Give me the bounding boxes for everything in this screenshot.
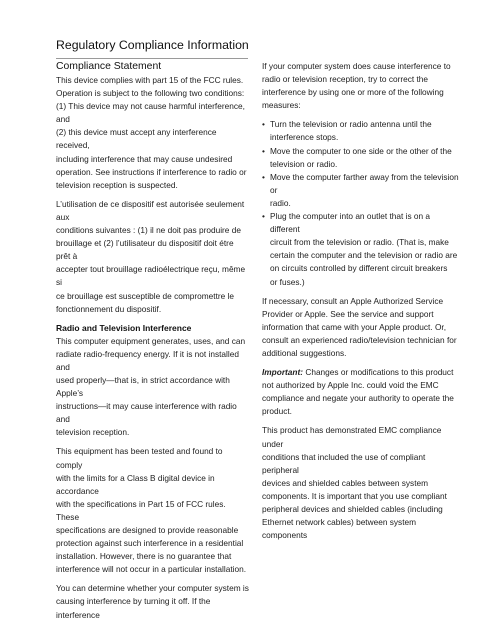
radio-paragraph-3: You can determine whether your computer system is causing interference by turning it off. If the interference bbox=[56, 583, 249, 620]
title-divider bbox=[56, 58, 248, 59]
measure-item: • Move the computer to one side or the other of the television or radio. bbox=[262, 145, 462, 171]
compliance-paragraph-fr: L’utilisation de ce dispositif est autorisée seulement aux conditions suivantes : (1) il ne doit pas produire de brouillage et (2) l’utilisateur du dispositif doit étre prêt à accepter tout brouillage radioélectrique reçu, même si ce brouillage est susceptible de compromettre le fonctionnement du dispositif. bbox=[56, 198, 246, 314]
left-column bbox=[56, 60, 250, 622]
page-title: Regulatory Compliance Information bbox=[56, 38, 249, 52]
important-paragraph bbox=[262, 366, 462, 418]
measures-list bbox=[262, 118, 462, 288]
radio-paragraph-1: This computer equipment generates, uses, and can radiate radio-frequency energy. If it is not installed and used properly—that is, in strict accordance with Apple’s instructions—it may cause interference with radio and television reception. bbox=[56, 335, 246, 438]
radio-paragraph-2: This equipment has been tested and found to comply with the limits for a Class B digital device in accordance with the specifications in Part 15 of FCC rules. These specifications are designed to provide reasonable protection against such interference in a residential installation. However, there is no guarantee that interference will not occur in a particular installation. bbox=[56, 446, 246, 575]
consult-paragraph: If necessary, consult an Apple Authorized Service Provider or Apple. See the service and support information that came with your Apple product. Or, consult an experienced radio/television technician for additional suggestions. bbox=[262, 295, 457, 358]
measure-item: • Turn the television or radio antenna until the interference stops. bbox=[262, 118, 462, 144]
right-paragraph-1: If your computer system does cause interference to radio or television reception, try to correct the interference by using one or more of the following measures: bbox=[262, 61, 451, 111]
compliance-paragraph-en: This device complies with part 15 of the FCC rules. Operation is subject to the following two conditions: (1) This device may not cause harmful interference, and (2) this device must accept any interference received, including interference that may cause undesired operation. See instructions if interference to radio or television reception is suspected. bbox=[56, 75, 247, 190]
important-label: Important: bbox=[262, 367, 304, 378]
radio-tv-heading: Radio and Television Interference bbox=[56, 322, 192, 333]
important-text: Changes or modifications to this product not authorized by Apple Inc. could void the EMC compliance and negate your authority to operate the product. bbox=[262, 367, 454, 417]
measure-item: • Plug the computer into an outlet that is on a different circuit from the television or radio. (That is, make certain the computer and the television or radio are on circuits controlled by different circuit breakers or fuses.) bbox=[262, 210, 462, 289]
right-column bbox=[262, 60, 462, 542]
emc-paragraph: This product has demonstrated EMC compliance under conditions that included the use of compliant peripheral devices and shielded cables between system components. It is important that you use compliant peripheral devices and shielded cables (including Ethernet network cables) between system components bbox=[262, 425, 447, 541]
measure-item: • Move the computer farther away from the television or radio. bbox=[262, 171, 462, 210]
compliance-heading: Compliance Statement bbox=[56, 61, 162, 72]
